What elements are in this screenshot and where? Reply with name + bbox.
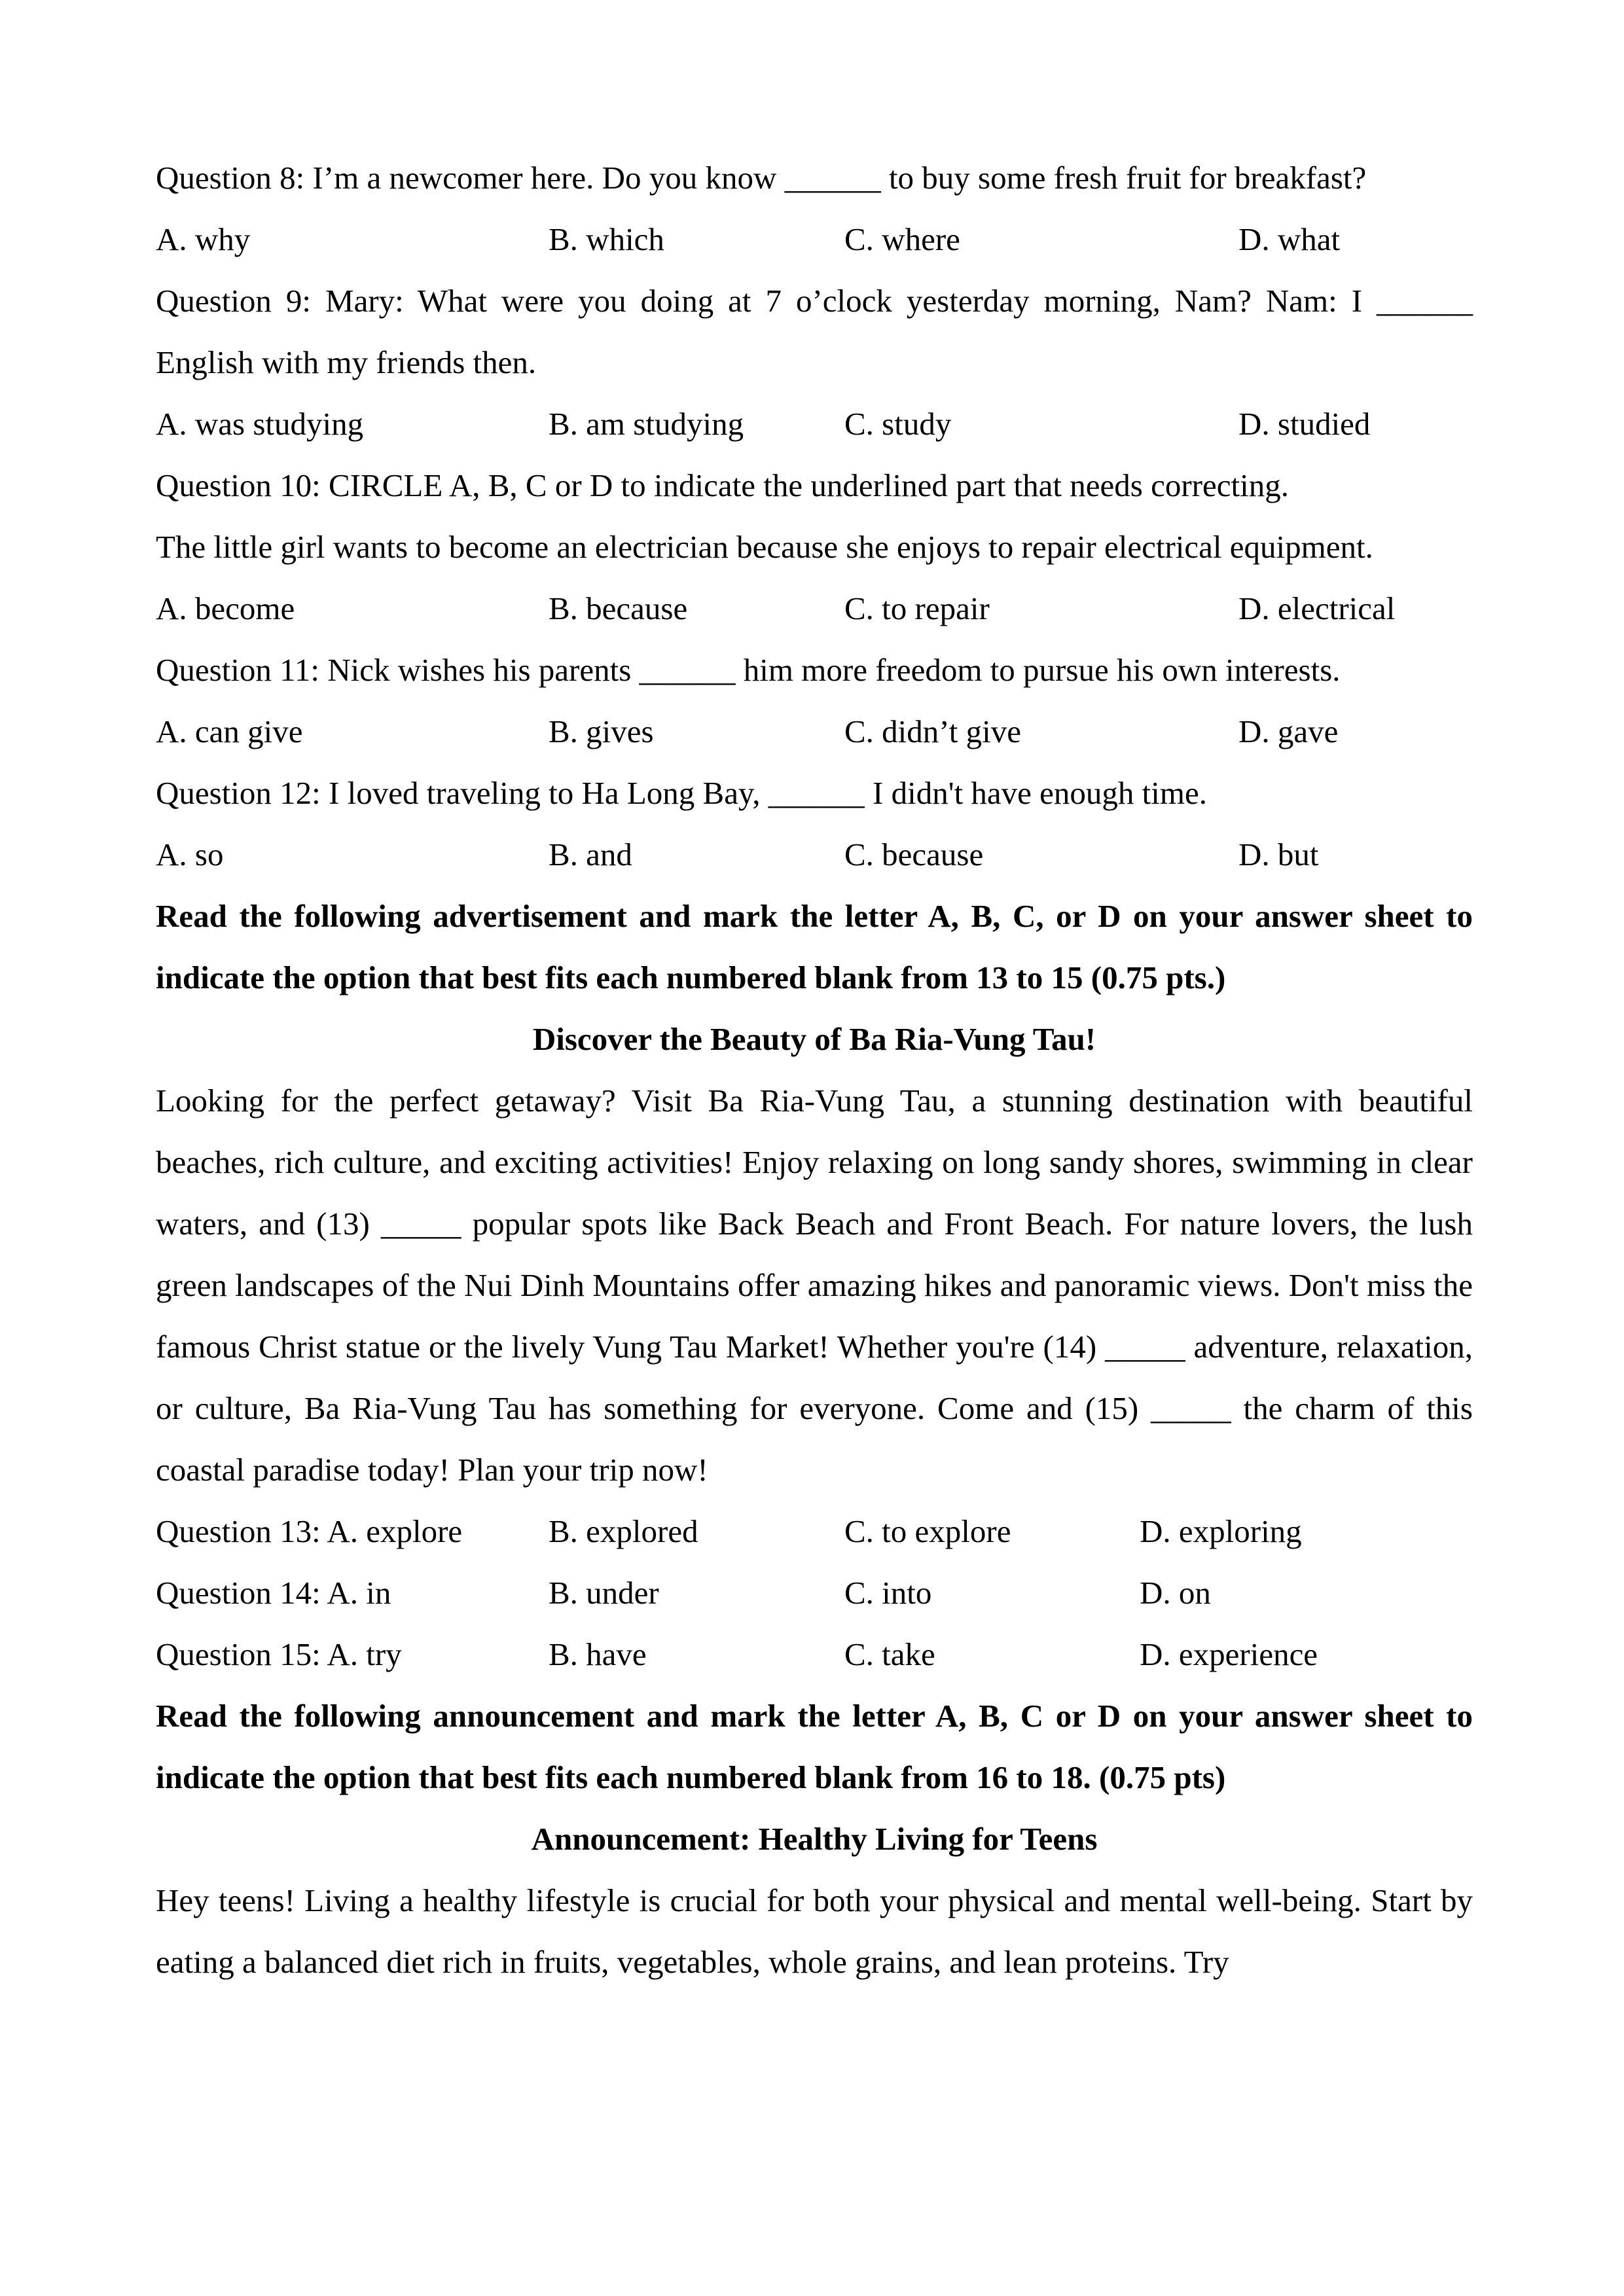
question-8-options [156, 209, 1473, 270]
option-b: B. which [549, 221, 664, 257]
option-b: B. and [549, 836, 632, 872]
option-d: D. but [1238, 836, 1319, 872]
option-d: D. on [1140, 1575, 1211, 1611]
question-8-text: Question 8: I’m a newcomer here. Do you know ______ to buy some fresh fruit for breakfast? [156, 160, 1367, 196]
question-10-sentence: The little girl wants to become an electrician because she enjoys to repair electrical equipment. [156, 529, 1373, 565]
question-14-options [156, 1562, 1473, 1624]
question-13-options [156, 1501, 1473, 1562]
option-c: C. because [844, 836, 984, 872]
option-b: B. am studying [549, 406, 744, 442]
section-2-instruction: Read the following announcement and mark the letter A, B, C or D on your answer sheet to indicate the option that best fits each numbered blank from 16 to 18. (0.75 pts) [156, 1698, 1473, 1795]
section-2-title: Announcement: Healthy Living for Teens [531, 1821, 1098, 1857]
option-b: B. gives [549, 713, 654, 749]
option-d: D. what [1238, 221, 1341, 257]
option-c: C. study [844, 406, 952, 442]
section-1-title: Discover the Beauty of Ba Ria-Vung Tau! [532, 1021, 1096, 1057]
question-9-text: Question 9: Mary: What were you doing at 7 o’clock yesterday morning, Nam? Nam: I ______ English with my friends then. [156, 283, 1473, 380]
question-15-options [156, 1624, 1473, 1685]
exam-page [156, 147, 1473, 1993]
question-9-options [156, 393, 1473, 455]
option-b: B. have [549, 1636, 647, 1672]
option-b: B. because [549, 590, 688, 626]
question-10-options [156, 578, 1473, 639]
option-c: C. take [844, 1636, 935, 1672]
option-b: B. explored [549, 1513, 698, 1549]
question-12-options [156, 824, 1473, 886]
question-11-options [156, 701, 1473, 762]
option-c: C. where [844, 221, 960, 257]
section-2-passage: Hey teens! Living a healthy lifestyle is crucial for both your physical and mental well-being. Start by eating a balanced diet rich in fruits, vegetables, whole grains, and lean proteins. Try [156, 1882, 1473, 1980]
option-a: A. can give [156, 713, 303, 749]
option-c: C. into [844, 1575, 932, 1611]
option-d: D. gave [1238, 713, 1339, 749]
option-a: Question 15: A. try [156, 1636, 402, 1672]
section-1-instruction: Read the following advertisement and mark the letter A, B, C, or D on your answer sheet to indicate the option that best fits each numbered blank from 13 to 15 (0.75 pts.) [156, 898, 1473, 996]
question-11-text: Question 11: Nick wishes his parents ______ him more freedom to pursue his own interests. [156, 652, 1341, 688]
option-d: D. experience [1140, 1636, 1318, 1672]
option-c: C. to repair [844, 590, 990, 626]
section-1-passage: Looking for the perfect getaway? Visit Ba Ria-Vung Tau, a stunning destination with beautiful beaches, rich culture, and exciting activities! Enjoy relaxing on long sandy shores, swimming in clear waters, and (13) _____ popular spots like Back Beach and Front Beach. For nature lovers, the lush green landscapes of the Nui Dinh Mountains offer amazing hikes and panoramic views. Don't miss the famous Christ statue or the lively Vung Tau Market! Whether you're (14) _____ adventure, relaxation, or culture, Ba Ria-Vung Tau has something for everyone. Come and (15) _____ the charm of this coastal paradise today! Plan your trip now! [156, 1083, 1473, 1488]
option-a: Question 13: A. explore [156, 1513, 463, 1549]
option-a: A. was studying [156, 406, 364, 442]
option-c: C. to explore [844, 1513, 1011, 1549]
option-a: Question 14: A. in [156, 1575, 391, 1611]
option-d: D. studied [1238, 406, 1371, 442]
option-d: D. exploring [1140, 1513, 1302, 1549]
option-c: C. didn’t give [844, 713, 1021, 749]
option-b: B. under [549, 1575, 659, 1611]
option-d: D. electrical [1238, 590, 1396, 626]
question-12-text: Question 12: I loved traveling to Ha Long Bay, ______ I didn't have enough time. [156, 775, 1208, 811]
option-a: A. become [156, 590, 295, 626]
option-a: A. so [156, 836, 224, 872]
question-10-instruction: Question 10: CIRCLE A, B, C or D to indicate the underlined part that needs correcting. [156, 467, 1289, 503]
option-a: A. why [156, 221, 251, 257]
